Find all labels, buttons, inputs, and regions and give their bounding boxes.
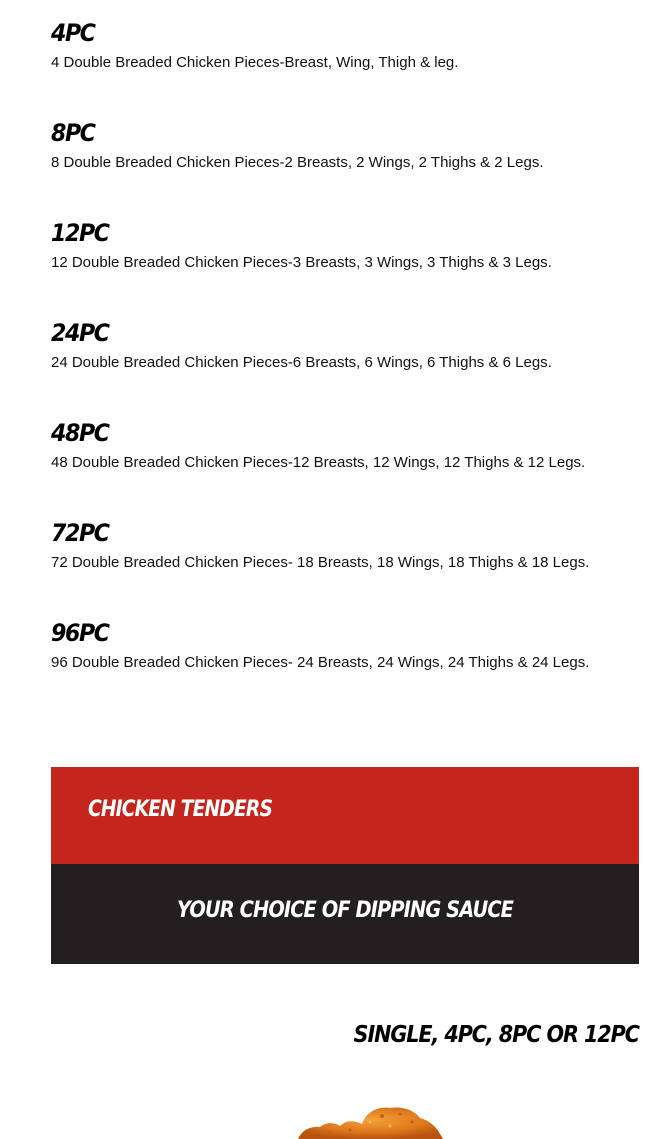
- menu-item-8pc: [51, 118, 641, 218]
- item-description: 4 Double Breaded Chicken Pieces-Breast, Wing, Thigh & leg.: [51, 54, 459, 71]
- item-title: 12PC: [51, 219, 109, 247]
- item-description: 72 Double Breaded Chicken Pieces- 18 Breasts, 18 Wings, 18 Thighs & 18 Legs.: [51, 554, 590, 571]
- menu-item-48pc: [51, 418, 641, 518]
- section-subtitle: YOUR CHOICE OF DIPPING SAUCE: [176, 898, 514, 923]
- menu-item-96pc: [51, 618, 641, 718]
- item-title: 24PC: [51, 319, 109, 347]
- item-description: 48 Double Breaded Chicken Pieces-12 Breasts, 12 Wings, 12 Thighs & 12 Legs.: [51, 454, 586, 471]
- size-options: SINGLE, 4PC, 8PC OR 12PC: [353, 1022, 639, 1048]
- menu-item-24pc: [51, 318, 641, 418]
- section-subheader-banner: [51, 864, 639, 964]
- item-description: 8 Double Breaded Chicken Pieces-2 Breasts, 2 Wings, 2 Thighs & 2 Legs.: [51, 154, 544, 171]
- section-title: CHICKEN TENDERS: [88, 797, 273, 822]
- item-title: 8PC: [51, 119, 95, 147]
- item-description: 96 Double Breaded Chicken Pieces- 24 Breasts, 24 Wings, 24 Thighs & 24 Legs.: [51, 654, 590, 671]
- chicken-tender-icon: [290, 1100, 460, 1139]
- item-title: 72PC: [51, 519, 109, 547]
- section-header-banner: [51, 767, 639, 864]
- item-description: 24 Double Breaded Chicken Pieces-6 Breasts, 6 Wings, 6 Thighs & 6 Legs.: [51, 354, 552, 371]
- item-description: 12 Double Breaded Chicken Pieces-3 Breasts, 3 Wings, 3 Thighs & 3 Legs.: [51, 254, 552, 271]
- chicken-tenders-image: [290, 1100, 460, 1139]
- item-title: 4PC: [51, 19, 95, 47]
- section-subtitle-wrap: [51, 898, 639, 923]
- menu-item-12pc: [51, 218, 641, 318]
- menu-item-4pc: [51, 18, 641, 118]
- menu-item-72pc: [51, 518, 641, 618]
- item-title: 48PC: [51, 419, 109, 447]
- item-title: 96PC: [51, 619, 109, 647]
- menu-list: [51, 18, 641, 718]
